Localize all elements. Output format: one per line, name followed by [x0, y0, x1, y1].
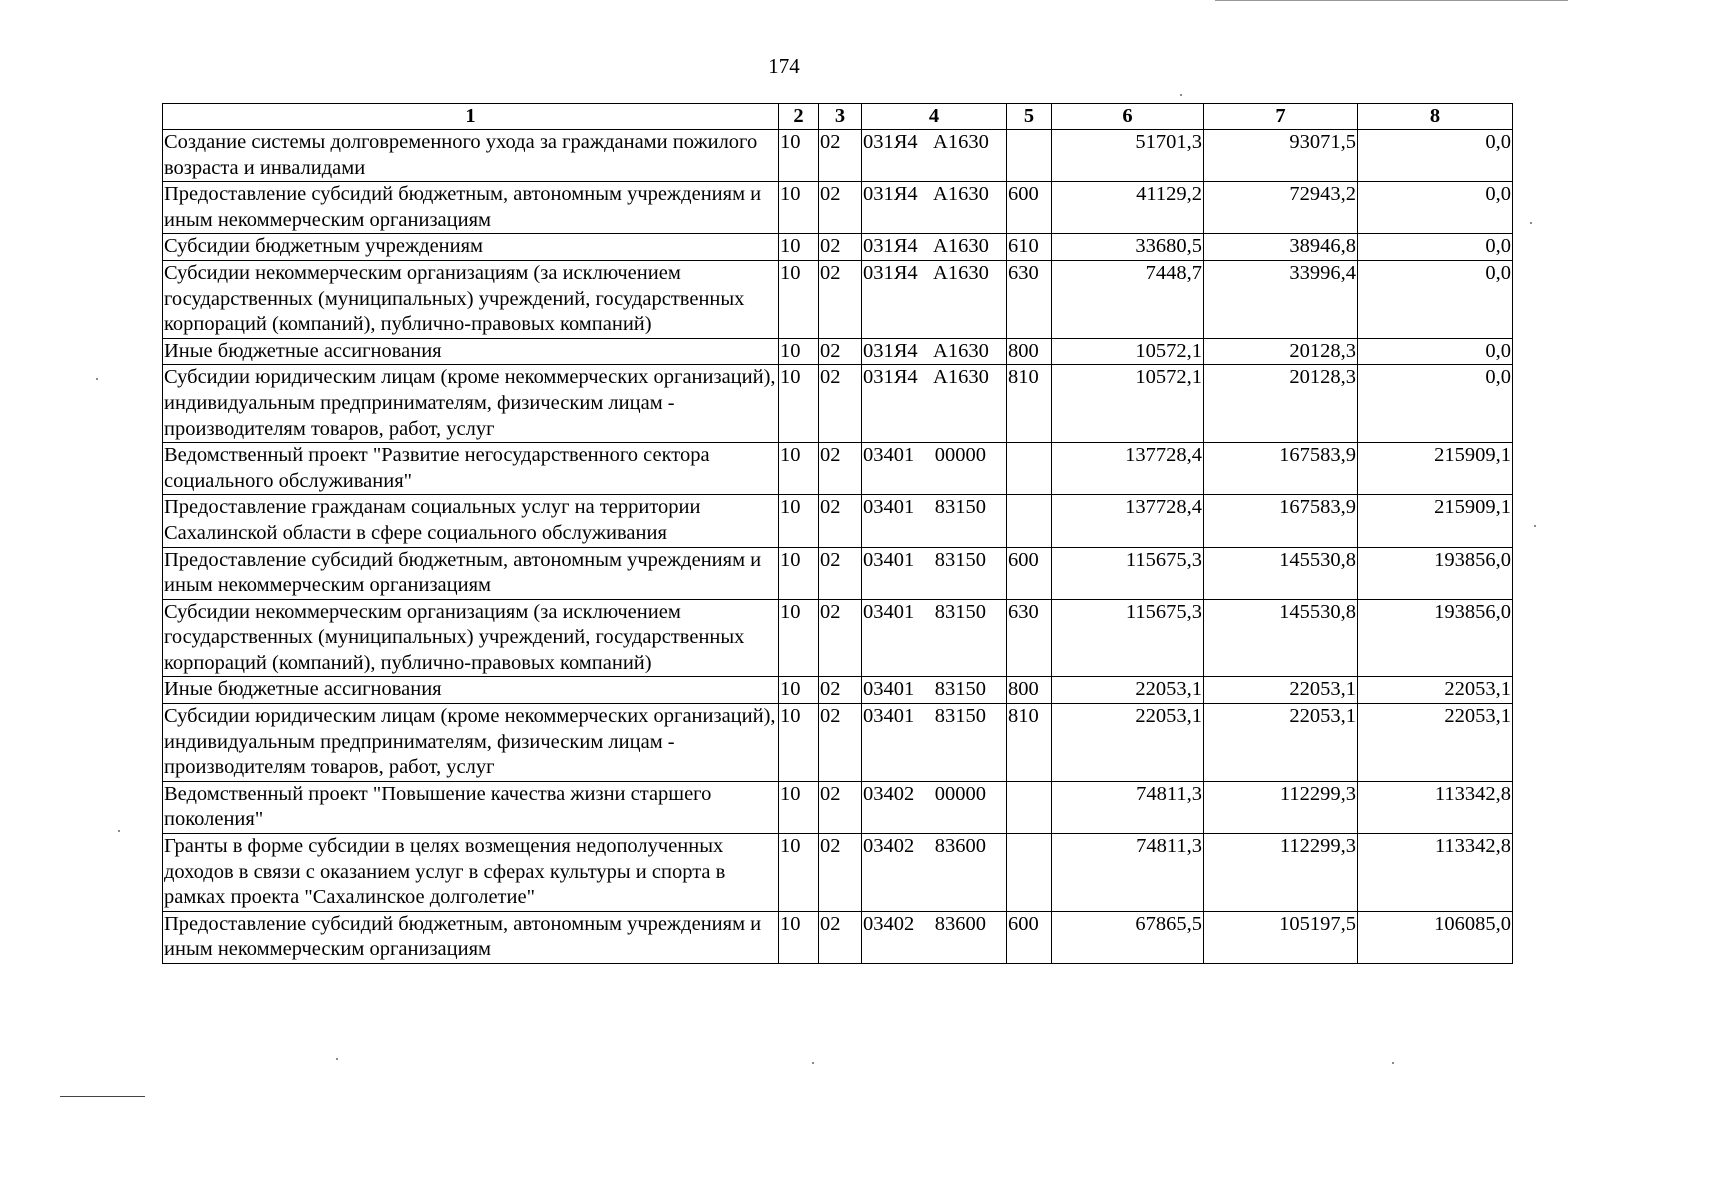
table-row [163, 338, 1513, 365]
amount-col7-cell: 72943,2 [1204, 182, 1358, 234]
amount-col8-cell: 22053,1 [1358, 704, 1513, 782]
amount-col8-cell: 0,0 [1358, 182, 1513, 234]
target-article-cell: 031Я4 А1630 [862, 182, 1007, 234]
target-article-cell: 03401 83150 [862, 677, 1007, 704]
amount-col6-cell: 33680,5 [1052, 234, 1204, 261]
target-article-cell: 03401 83150 [862, 704, 1007, 782]
expense-type-cell: 630 [1007, 599, 1052, 677]
amount-col8-cell: 0,0 [1358, 365, 1513, 443]
target-article-cell: 03401 83150 [862, 547, 1007, 599]
amount-col7-cell: 20128,3 [1204, 338, 1358, 365]
section-code-cell: 10 [779, 443, 819, 495]
amount-col6-cell: 7448,7 [1052, 260, 1204, 338]
section-code-cell: 10 [779, 911, 819, 963]
table-row [163, 834, 1513, 912]
row-name-cell: Субсидии некоммерческим организациям (за исключением государственных (муниципальных) учреждений, государственных корпораций (компаний), публично-правовых компаний) [163, 260, 779, 338]
expense-type-cell [1007, 443, 1052, 495]
expense-type-cell [1007, 130, 1052, 182]
table-row [163, 260, 1513, 338]
amount-col8-cell: 0,0 [1358, 260, 1513, 338]
subsection-code-cell: 02 [819, 130, 862, 182]
row-name-cell: Субсидии некоммерческим организациям (за исключением государственных (муниципальных) учреждений, государственных корпораций (компаний), публично-правовых компаний) [163, 599, 779, 677]
amount-col7-cell: 20128,3 [1204, 365, 1358, 443]
column-header: 8 [1358, 104, 1513, 130]
amount-col6-cell: 67865,5 [1052, 911, 1204, 963]
row-name-cell: Гранты в форме субсидии в целях возмещения недополученных доходов в связи с оказанием услуг в сферах культуры и спорта в рамках проекта "Сахалинское долголетие" [163, 834, 779, 912]
scan-speck [336, 1058, 338, 1060]
amount-col7-cell: 38946,8 [1204, 234, 1358, 261]
subsection-code-cell: 02 [819, 704, 862, 782]
subsection-code-cell: 02 [819, 677, 862, 704]
subsection-code-cell: 02 [819, 338, 862, 365]
amount-col8-cell: 193856,0 [1358, 599, 1513, 677]
expense-type-cell: 600 [1007, 547, 1052, 599]
amount-col7-cell: 145530,8 [1204, 547, 1358, 599]
target-article-cell: 031Я4 А1630 [862, 365, 1007, 443]
row-name-cell: Иные бюджетные ассигнования [163, 338, 779, 365]
subsection-code-cell: 02 [819, 182, 862, 234]
amount-col7-cell: 167583,9 [1204, 443, 1358, 495]
page-number: 174 [768, 54, 800, 78]
target-article-cell: 03402 83600 [862, 834, 1007, 912]
amount-col7-cell: 33996,4 [1204, 260, 1358, 338]
section-code-cell: 10 [779, 677, 819, 704]
expense-type-cell [1007, 495, 1052, 547]
section-code-cell: 10 [779, 260, 819, 338]
row-name-cell: Иные бюджетные ассигнования [163, 677, 779, 704]
table-row [163, 234, 1513, 261]
row-name-cell: Предоставление субсидий бюджетным, автономным учреждениям и иным некоммерческим организациям [163, 182, 779, 234]
row-name-cell: Предоставление гражданам социальных услуг на территории Сахалинской области в сфере социального обслуживания [163, 495, 779, 547]
amount-col7-cell: 145530,8 [1204, 599, 1358, 677]
expense-type-cell: 630 [1007, 260, 1052, 338]
row-name-cell: Ведомственный проект "Развитие негосударственного сектора социального обслуживания" [163, 443, 779, 495]
column-header: 6 [1052, 104, 1204, 130]
amount-col6-cell: 22053,1 [1052, 704, 1204, 782]
amount-col7-cell: 105197,5 [1204, 911, 1358, 963]
target-article-cell: 031Я4 А1630 [862, 130, 1007, 182]
subsection-code-cell: 02 [819, 911, 862, 963]
section-code-cell: 10 [779, 781, 819, 833]
scan-speck [1534, 525, 1536, 527]
amount-col6-cell: 115675,3 [1052, 547, 1204, 599]
amount-col7-cell: 22053,1 [1204, 677, 1358, 704]
amount-col8-cell: 215909,1 [1358, 495, 1513, 547]
row-name-cell: Субсидии юридическим лицам (кроме некоммерческих организаций), индивидуальным предпринимателям, физическим лицам - производителям товаров, работ, услуг [163, 704, 779, 782]
table-row [163, 443, 1513, 495]
row-name-cell: Субсидии бюджетным учреждениям [163, 234, 779, 261]
subsection-code-cell: 02 [819, 599, 862, 677]
subsection-code-cell: 02 [819, 260, 862, 338]
expense-type-cell: 800 [1007, 338, 1052, 365]
table-row [163, 182, 1513, 234]
amount-col8-cell: 22053,1 [1358, 677, 1513, 704]
section-code-cell: 10 [779, 495, 819, 547]
table-row [163, 547, 1513, 599]
scan-speck [1530, 222, 1532, 224]
target-article-cell: 03402 00000 [862, 781, 1007, 833]
scan-speck [1392, 1062, 1394, 1064]
amount-col8-cell: 0,0 [1358, 338, 1513, 365]
column-header: 4 [862, 104, 1007, 130]
table-row [163, 677, 1513, 704]
table-row [163, 130, 1513, 182]
subsection-code-cell: 02 [819, 443, 862, 495]
amount-col8-cell: 0,0 [1358, 130, 1513, 182]
row-name-cell: Ведомственный проект "Повышение качества жизни старшего поколения" [163, 781, 779, 833]
target-article-cell: 03401 83150 [862, 599, 1007, 677]
table-row [163, 365, 1513, 443]
expense-type-cell: 800 [1007, 677, 1052, 704]
amount-col8-cell: 113342,8 [1358, 781, 1513, 833]
scan-line-bottom-left [60, 1096, 145, 1097]
expense-type-cell [1007, 781, 1052, 833]
expense-type-cell [1007, 834, 1052, 912]
amount-col6-cell: 10572,1 [1052, 338, 1204, 365]
amount-col8-cell: 0,0 [1358, 234, 1513, 261]
amount-col8-cell: 113342,8 [1358, 834, 1513, 912]
expense-type-cell: 610 [1007, 234, 1052, 261]
target-article-cell: 03401 00000 [862, 443, 1007, 495]
column-header: 3 [819, 104, 862, 130]
section-code-cell: 10 [779, 130, 819, 182]
amount-col7-cell: 167583,9 [1204, 495, 1358, 547]
amount-col6-cell: 115675,3 [1052, 599, 1204, 677]
target-article-cell: 03401 83150 [862, 495, 1007, 547]
column-header: 1 [163, 104, 779, 130]
row-name-cell: Предоставление субсидий бюджетным, автономным учреждениям и иным некоммерческим организациям [163, 547, 779, 599]
amount-col7-cell: 112299,3 [1204, 781, 1358, 833]
section-code-cell: 10 [779, 599, 819, 677]
amount-col6-cell: 74811,3 [1052, 781, 1204, 833]
amount-col7-cell: 22053,1 [1204, 704, 1358, 782]
table-row [163, 781, 1513, 833]
expense-type-cell: 810 [1007, 365, 1052, 443]
target-article-cell: 031Я4 А1630 [862, 338, 1007, 365]
row-name-cell: Субсидии юридическим лицам (кроме некоммерческих организаций), индивидуальным предпринимателям, физическим лицам - производителям товаров, работ, услуг [163, 365, 779, 443]
amount-col6-cell: 137728,4 [1052, 443, 1204, 495]
subsection-code-cell: 02 [819, 834, 862, 912]
target-article-cell: 031Я4 А1630 [862, 260, 1007, 338]
amount-col6-cell: 51701,3 [1052, 130, 1204, 182]
section-code-cell: 10 [779, 704, 819, 782]
amount-col6-cell: 10572,1 [1052, 365, 1204, 443]
expense-type-cell: 600 [1007, 911, 1052, 963]
scan-line-top-right [1215, 0, 1568, 1]
amount-col8-cell: 193856,0 [1358, 547, 1513, 599]
section-code-cell: 10 [779, 547, 819, 599]
section-code-cell: 10 [779, 834, 819, 912]
amount-col8-cell: 215909,1 [1358, 443, 1513, 495]
scan-speck [1180, 94, 1182, 96]
amount-col8-cell: 106085,0 [1358, 911, 1513, 963]
table-row [163, 704, 1513, 782]
table-body [163, 130, 1513, 964]
column-header: 5 [1007, 104, 1052, 130]
table-row [163, 495, 1513, 547]
amount-col6-cell: 22053,1 [1052, 677, 1204, 704]
scan-speck [96, 378, 98, 380]
table-row [163, 599, 1513, 677]
expense-type-cell: 810 [1007, 704, 1052, 782]
subsection-code-cell: 02 [819, 365, 862, 443]
amount-col7-cell: 93071,5 [1204, 130, 1358, 182]
row-name-cell: Создание системы долговременного ухода за гражданами пожилого возраста и инвалидами [163, 130, 779, 182]
amount-col6-cell: 41129,2 [1052, 182, 1204, 234]
column-header: 2 [779, 104, 819, 130]
section-code-cell: 10 [779, 365, 819, 443]
table-row [163, 911, 1513, 963]
subsection-code-cell: 02 [819, 547, 862, 599]
subsection-code-cell: 02 [819, 234, 862, 261]
amount-col7-cell: 112299,3 [1204, 834, 1358, 912]
column-header: 7 [1204, 104, 1358, 130]
target-article-cell: 03402 83600 [862, 911, 1007, 963]
budget-table [162, 103, 1513, 964]
section-code-cell: 10 [779, 182, 819, 234]
target-article-cell: 031Я4 А1630 [862, 234, 1007, 261]
scan-speck [812, 1062, 814, 1064]
amount-col6-cell: 137728,4 [1052, 495, 1204, 547]
subsection-code-cell: 02 [819, 781, 862, 833]
expense-type-cell: 600 [1007, 182, 1052, 234]
section-code-cell: 10 [779, 234, 819, 261]
scan-speck [118, 830, 120, 832]
row-name-cell: Предоставление субсидий бюджетным, автономным учреждениям и иным некоммерческим организациям [163, 911, 779, 963]
section-code-cell: 10 [779, 338, 819, 365]
subsection-code-cell: 02 [819, 495, 862, 547]
table-header-row [163, 104, 1513, 130]
amount-col6-cell: 74811,3 [1052, 834, 1204, 912]
